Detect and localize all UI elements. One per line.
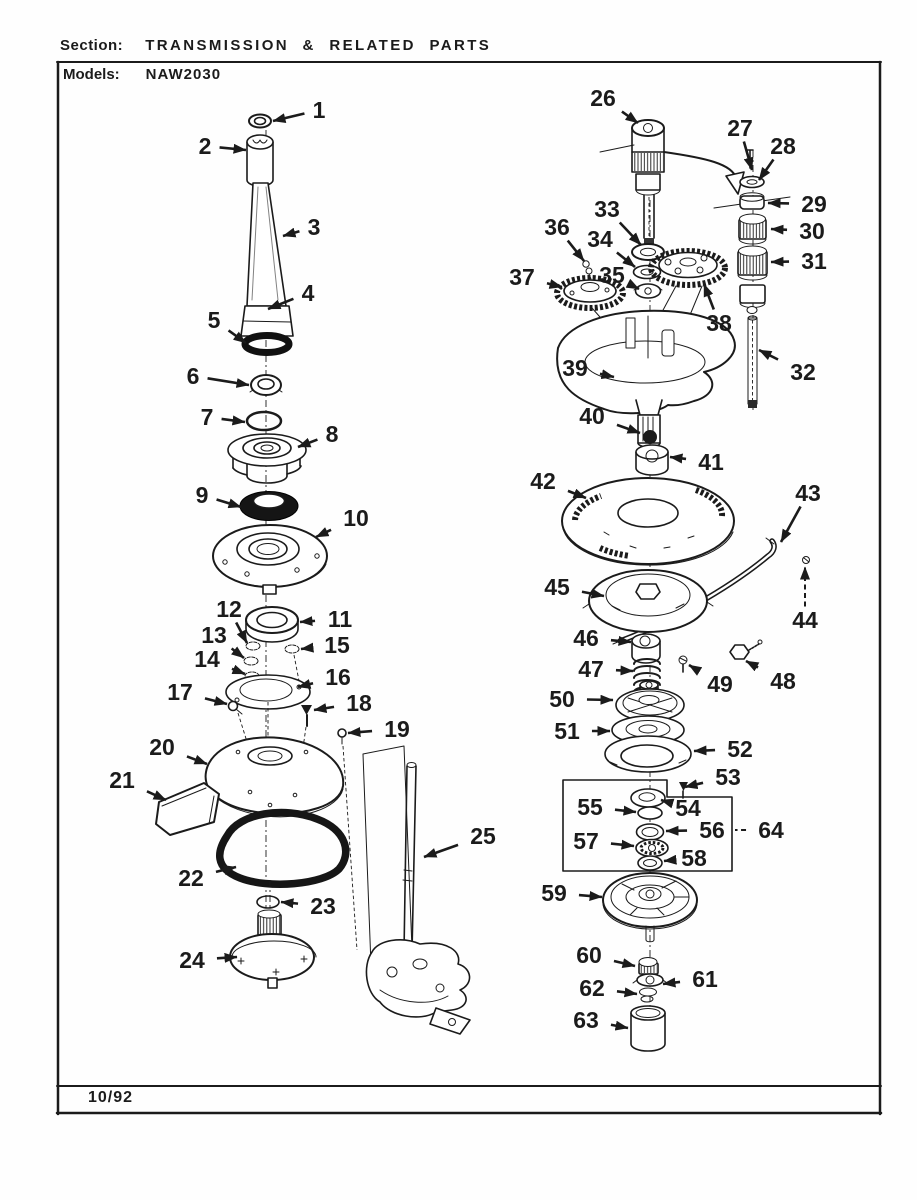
callout-label-40: 40	[579, 403, 605, 429]
callout-label-54: 54	[675, 795, 701, 821]
callout-arrow-54	[661, 800, 663, 801]
callout-arrow-37	[547, 283, 562, 287]
part-35-spacer-nut	[634, 284, 662, 298]
part-63-sleeve-cylinder	[631, 1006, 665, 1051]
callout-label-44: 44	[792, 607, 818, 633]
callout-arrow-20	[187, 756, 207, 764]
part-34-washer	[634, 266, 661, 279]
part-29-nut	[714, 193, 790, 209]
part-52-dish-plate	[605, 736, 691, 772]
callout-label-53: 53	[715, 764, 741, 790]
callout-label-17: 17	[167, 679, 193, 705]
part-25-brake-rod-and-bracket	[363, 746, 470, 1034]
callout-label-14: 14	[194, 646, 220, 672]
part-9-lip-seal	[240, 492, 298, 521]
part-44-screw	[803, 557, 810, 564]
callout-arrow-55	[615, 810, 636, 812]
callout-label-9: 9	[195, 482, 209, 508]
callout-label-3: 3	[307, 214, 321, 240]
part-22-gasket	[220, 813, 346, 945]
callout-label-12: 12	[216, 596, 242, 622]
part-32-shaft-rod	[740, 285, 765, 408]
part-8-clutch-hub	[228, 434, 306, 483]
callout-label-37: 37	[509, 264, 535, 290]
callout-arrow-28	[759, 160, 773, 180]
part-42-brake-cover	[562, 478, 734, 565]
callout-label-5: 5	[207, 307, 221, 333]
callout-arrow-59	[579, 895, 602, 897]
callout-arrow-60	[614, 961, 635, 966]
callout-arrow-50	[587, 699, 613, 700]
callout-label-43: 43	[795, 480, 821, 506]
callout-label-2: 2	[198, 133, 212, 159]
callout-arrow-43	[781, 507, 801, 542]
callout-arrow-14	[232, 669, 245, 674]
callout-label-27: 27	[727, 115, 753, 141]
part-7-o-ring	[247, 412, 281, 430]
callout-arrow-40	[617, 425, 640, 433]
callout-label-30: 30	[799, 218, 825, 244]
callout-arrow-58	[664, 860, 669, 861]
footer-date: 10/92	[88, 1089, 134, 1106]
part-40-ball	[643, 430, 657, 444]
callout-arrow-57	[611, 844, 634, 846]
part-10-bearing-housing	[213, 525, 327, 594]
part-23-o-ring	[257, 896, 279, 908]
callout-arrow-32	[759, 350, 778, 360]
callout-label-33: 33	[594, 196, 620, 222]
part-12-13-14-clips	[244, 642, 260, 680]
part-16-thrust-plate	[226, 675, 310, 742]
callout-label-25: 25	[470, 823, 496, 849]
callout-arrow-13	[232, 649, 244, 658]
callout-label-18: 18	[346, 690, 372, 716]
callout-label-47: 47	[578, 656, 604, 682]
callout-label-52: 52	[727, 736, 753, 762]
callout-arrow-17	[205, 698, 227, 704]
callout-label-21: 21	[109, 767, 135, 793]
callout-label-10: 10	[343, 505, 369, 531]
part-6-shaft-nut	[250, 375, 282, 395]
part-5-seal-ring	[245, 336, 289, 353]
callout-arrow-46	[611, 640, 631, 642]
callout-label-4: 4	[301, 280, 315, 306]
callout-arrow-10	[316, 530, 331, 537]
callout-label-35: 35	[599, 262, 625, 288]
callout-label-48: 48	[770, 668, 796, 694]
part-41-drive-cup	[636, 445, 668, 475]
callout-label-56: 56	[699, 817, 725, 843]
callout-label-1: 1	[312, 97, 326, 123]
callout-label-38: 38	[706, 310, 732, 336]
callout-arrow-63	[611, 1025, 628, 1028]
callout-arrow-15	[301, 648, 312, 649]
callout-label-51: 51	[554, 718, 580, 744]
callout-label-8: 8	[325, 421, 339, 447]
callout-arrow-24	[217, 957, 237, 958]
callout-label-60: 60	[576, 942, 602, 968]
part-30-knurled-spacer	[739, 214, 766, 244]
part-20-transmission-cover	[206, 737, 344, 816]
part-60-knurled-coupler	[639, 958, 658, 975]
callout-label-19: 19	[384, 716, 410, 742]
callout-arrow-2	[220, 147, 246, 150]
callout-label-22: 22	[178, 865, 204, 891]
part-45-brake-dome	[583, 570, 713, 632]
callout-label-16: 16	[325, 664, 351, 690]
callout-label-61: 61	[692, 966, 718, 992]
part-24-agitator-base	[230, 910, 316, 988]
flow-arrow	[664, 152, 744, 194]
callout-arrow-30	[771, 229, 787, 230]
callout-arrow-25	[424, 845, 458, 857]
part-54-washer	[631, 789, 665, 807]
callout-label-28: 28	[770, 133, 796, 159]
callout-label-41: 41	[698, 449, 724, 475]
callout-label-55: 55	[577, 794, 603, 820]
callout-arrow-23	[281, 902, 298, 904]
part-57-bearing	[636, 840, 668, 857]
callout-arrow-47	[616, 670, 633, 671]
part-1-retainer-ring	[249, 115, 271, 128]
callout-arrow-6	[208, 378, 249, 385]
callout-arrow-1	[273, 113, 304, 121]
callout-arrow-36	[568, 241, 584, 261]
section-label: Section:	[60, 37, 124, 54]
callout-label-46: 46	[573, 625, 599, 651]
callout-label-57: 57	[573, 828, 599, 854]
callout-label-7: 7	[200, 404, 214, 430]
part-62-retainer	[640, 988, 657, 1002]
callout-arrow-48	[746, 661, 758, 668]
callout-arrow-3	[283, 231, 299, 236]
callout-label-13: 13	[201, 622, 227, 648]
callout-arrow-11	[300, 621, 315, 622]
callout-label-11: 11	[327, 606, 353, 632]
callout-arrow-62	[617, 991, 637, 994]
callout-arrow-41	[670, 457, 686, 459]
part-31-knurled-roller	[738, 246, 767, 280]
callout-label-31: 31	[801, 248, 827, 274]
models-value: NAW2030	[145, 66, 222, 83]
section-title: TRANSMISSION & RELATED PARTS	[145, 37, 492, 54]
callout-label-24: 24	[179, 947, 205, 973]
callout-label-49: 49	[707, 671, 733, 697]
callout-label-50: 50	[549, 686, 575, 712]
part-21-counterweight	[156, 783, 219, 835]
callout-label-58: 58	[681, 845, 707, 871]
callout-arrow-35	[637, 288, 639, 289]
models-label: Models:	[63, 66, 120, 83]
callout-label-42: 42	[530, 468, 556, 494]
callout-label-34: 34	[587, 226, 613, 252]
part-17-screw	[229, 702, 249, 746]
callout-label-23: 23	[310, 893, 336, 919]
callout-arrow-26	[622, 112, 638, 123]
callout-arrow-7	[222, 419, 245, 422]
part-49-screw	[679, 656, 687, 672]
callout-label-59: 59	[541, 880, 567, 906]
callout-label-20: 20	[149, 734, 175, 760]
part-11-bearing	[246, 607, 298, 642]
part-55-o-ring	[638, 807, 662, 819]
callout-arrow-9	[217, 499, 241, 507]
part-61-flange	[633, 974, 667, 986]
part-58-ring	[638, 856, 662, 870]
right-assembly	[557, 120, 810, 1051]
callout-arrow-21	[147, 791, 166, 800]
callout-arrow-53	[685, 783, 703, 787]
part-56-ring	[637, 824, 664, 840]
callout-arrow-38	[704, 284, 714, 309]
part-48-fitting	[730, 640, 762, 659]
callout-arrow-18	[314, 707, 334, 710]
callout-label-36: 36	[544, 214, 570, 240]
callout-label-29: 29	[801, 191, 827, 217]
callout-arrow-33	[620, 223, 641, 245]
callout-arrow-49	[689, 665, 698, 670]
callout-label-32: 32	[790, 359, 816, 385]
callout-label-15: 15	[324, 632, 350, 658]
callout-label-62: 62	[579, 975, 605, 1001]
callout-label-64: 64	[758, 817, 784, 843]
callout-label-6: 6	[186, 363, 200, 389]
callout-label-39: 39	[562, 355, 588, 381]
callout-arrow-52	[694, 750, 715, 751]
callout-label-26: 26	[590, 85, 616, 111]
callout-arrow-19	[348, 731, 372, 733]
callout-label-63: 63	[573, 1007, 599, 1033]
callout-label-45: 45	[544, 574, 570, 600]
